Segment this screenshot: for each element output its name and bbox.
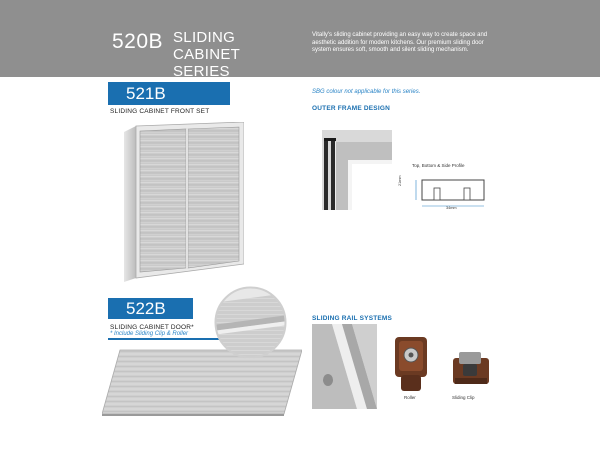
outer-frame-heading: OUTER FRAME DESIGN: [312, 105, 390, 112]
header-banner: [0, 0, 600, 80]
door-badge-underline: [108, 338, 224, 340]
sliding-clip-image: [451, 348, 491, 388]
series-title-line1: SLIDING CABINET: [173, 29, 241, 63]
roller-caption: Roller: [404, 395, 416, 400]
sliding-cabinet-front-set-image: [124, 122, 244, 282]
door-edge-detail-image: [213, 285, 288, 360]
roller-image: [393, 335, 429, 393]
sliding-rail-heading: SLIDING RAIL SYSTEMS: [312, 315, 393, 322]
series-code: 520B: [112, 30, 164, 53]
profile-width-dimension: 34mm: [446, 206, 457, 210]
door-code-badge: 522B: [108, 298, 193, 319]
outer-frame-corner-image: [312, 120, 392, 210]
series-description: Vitally's sliding cabinet providing an easy way to create space and aesthetic addition for modern kitchens. Our premium sliding door system ensures soft, smooth and silent sliding mechanism.: [312, 32, 488, 54]
door-label: SLIDING CABINET DOOR*: [110, 324, 194, 331]
front-set-code-badge: 521B: [108, 82, 230, 105]
profile-label: Top, Bottom & Side Profile: [412, 163, 465, 168]
sbg-colour-note: SBG colour not applicable for this series.: [312, 89, 421, 95]
sliding-clip-caption: Sliding Clip: [452, 395, 475, 400]
series-title: [173, 29, 298, 80]
door-include-note: * Include Sliding Clip & Roller: [110, 331, 189, 337]
series-title-line2: SERIES: [173, 63, 230, 80]
profile-height-dimension: 21mm: [398, 175, 402, 186]
sliding-rail-image: [312, 324, 377, 409]
front-set-label: SLIDING CABINET FRONT SET: [110, 108, 210, 115]
